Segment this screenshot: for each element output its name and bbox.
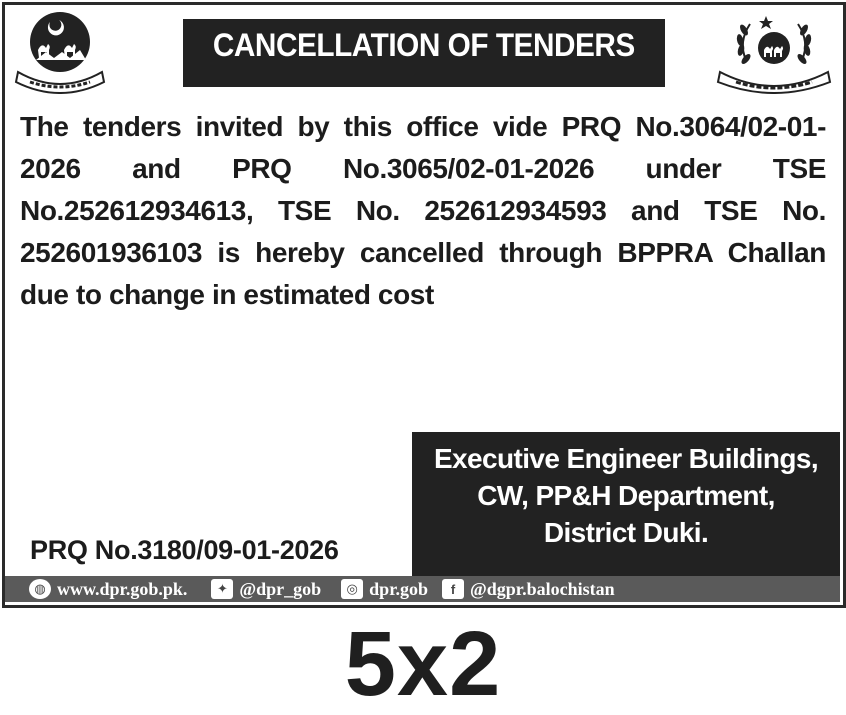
- title-banner: [183, 19, 665, 87]
- signature-line-department: CW, PP&H Department,: [477, 480, 775, 511]
- signature-line-district: District Duki.: [543, 517, 709, 548]
- globe-icon: ◍: [29, 579, 51, 599]
- notice-body: The tenders invited by this office vide PRQ No.3064/02-01-2026 and PRQ No.3065/02-01-2026 under TSE No.252612934613, TSE No. 252612934593 and TSE No. 252601936103 is hereby cancelled through BPPRA Challan due to change in estimated cost: [20, 111, 826, 310]
- footer-facebook[interactable]: [442, 579, 615, 600]
- facebook-icon: f: [442, 579, 464, 599]
- footer-website-text: www.dpr.gob.pk.: [57, 578, 188, 599]
- page-title: CANCELLATION OF TENDERS: [213, 26, 635, 63]
- ad-size-label: 5x2: [344, 613, 502, 715]
- footer-website[interactable]: [29, 579, 187, 600]
- signature-block: [412, 432, 840, 576]
- footer-twitter[interactable]: [211, 579, 321, 600]
- instagram-icon: ◎: [341, 579, 363, 599]
- footer-instagram-text: dpr.gob: [369, 578, 429, 599]
- signature-line-designation: Executive Engineer Buildings,: [433, 443, 819, 474]
- balochistan-emblem-logo: [14, 10, 106, 94]
- prq-reference: PRQ No.3180/09-01-2026: [30, 535, 339, 565]
- footer-twitter-text: @dpr_gob: [239, 578, 322, 599]
- footer-facebook-text: @dgpr.balochistan: [470, 578, 615, 599]
- dgpr-emblem-logo: [716, 10, 832, 94]
- footer-bar: [5, 576, 840, 602]
- footer-instagram[interactable]: [341, 579, 428, 600]
- twitter-icon: ✦: [211, 579, 233, 599]
